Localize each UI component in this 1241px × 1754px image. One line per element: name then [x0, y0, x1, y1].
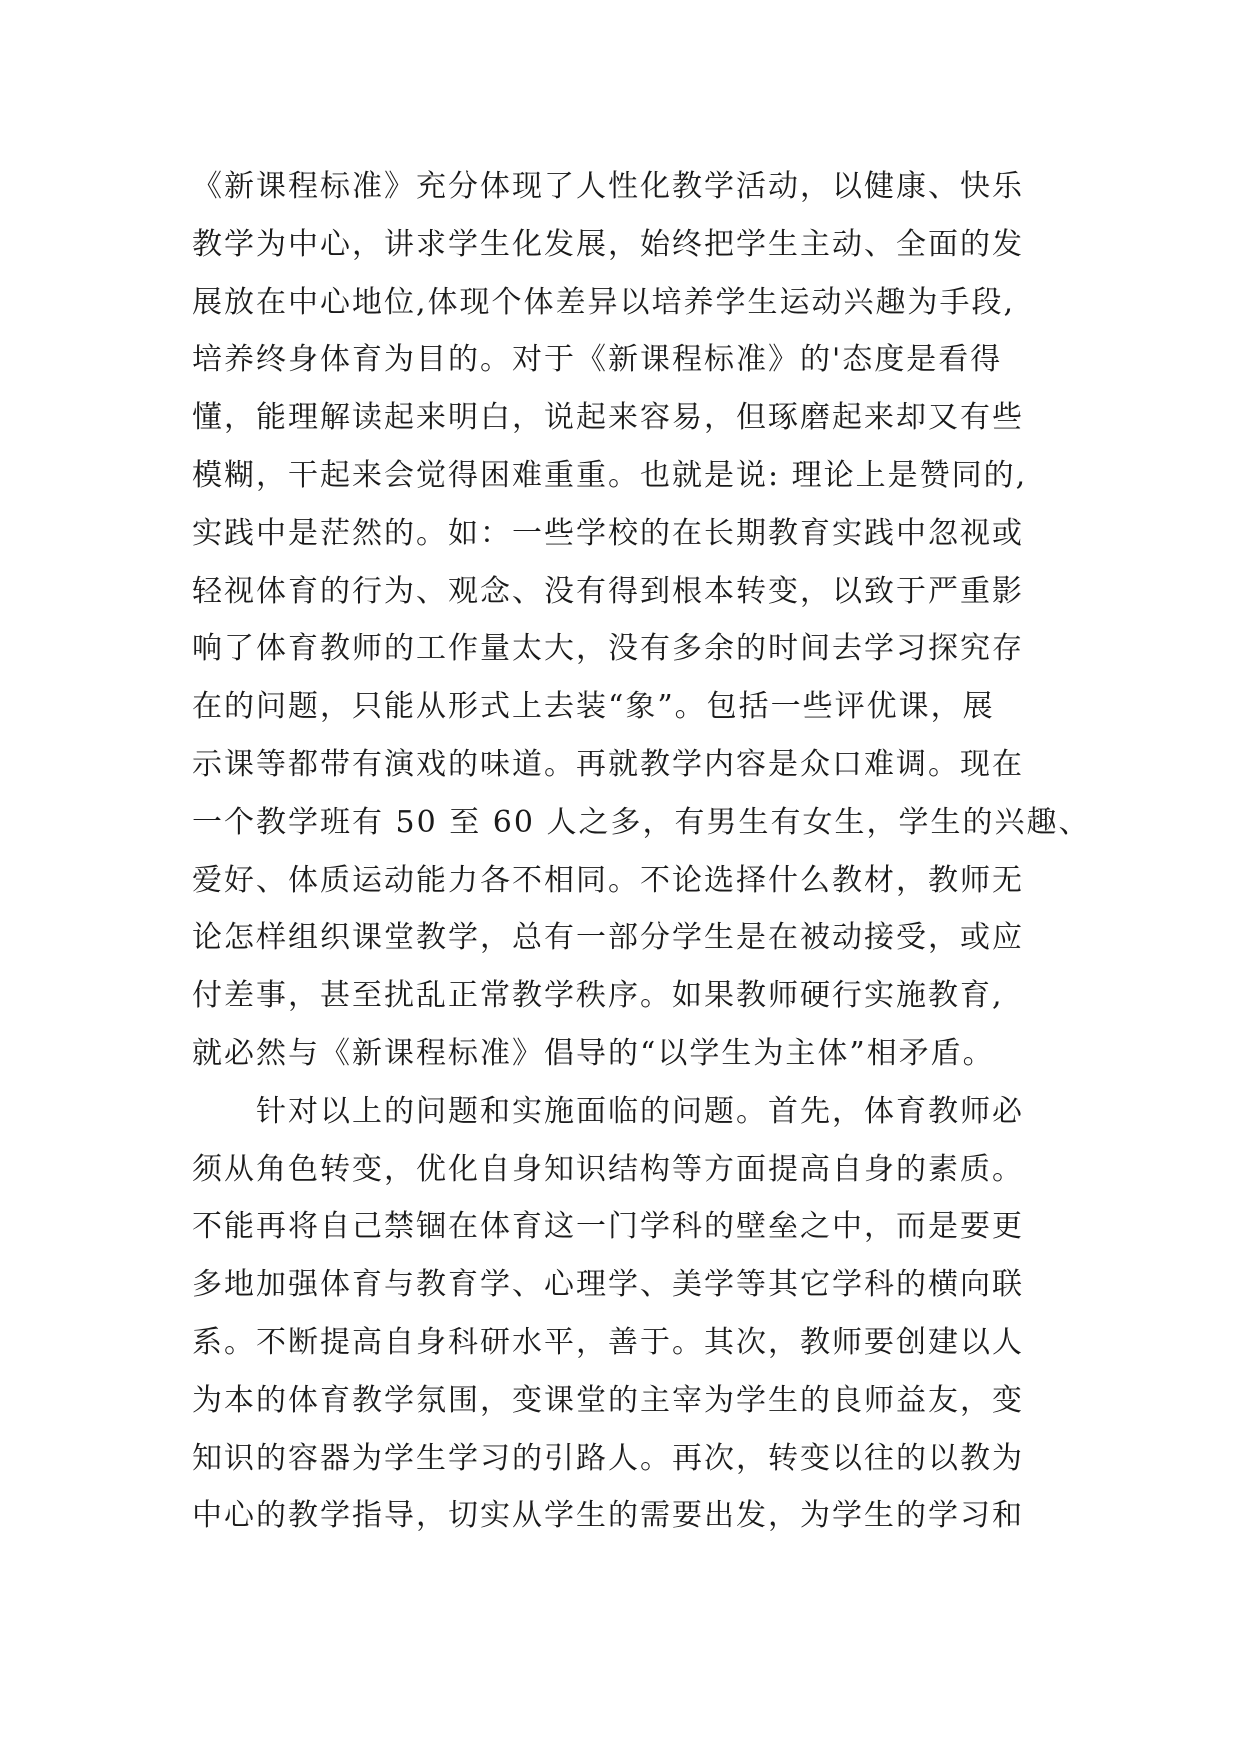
text-line: 模糊，干起来会觉得困难重重。也就是说: 理论上是赞同的, — [192, 457, 1028, 493]
text-line: 响了体育教师的工作量太大，没有多余的时间去学习探究存 — [192, 631, 1024, 667]
text-line: 轻视体育的行为、观念、没有得到根本转变，以致于严重影 — [192, 573, 1024, 609]
text-line: 懂，能理解读起来明白，说起来容易，但琢磨起来却又有些 — [192, 400, 1024, 436]
text-line: 一个教学班有 50 至 60 人之多，有男生有女生，学生的兴趣、 — [192, 804, 1091, 840]
text-line: 展放在中心地位,体现个体差异以培养学生运动兴趣为手段, — [192, 284, 1016, 320]
text-line: 中心的教学指导，切实从学生的需要出发，为学生的学习和 — [192, 1498, 1024, 1534]
text-line: 实践中是茫然的。如：一些学校的在长期教育实践中忽视或 — [192, 515, 1024, 551]
paragraph-start-line: 针对以上的问题和实施面临的问题。首先，体育教师必 — [256, 1093, 1024, 1129]
text-line: 《新课程标准》充分体现了人性化教学活动，以健康、快乐 — [192, 169, 1024, 204]
text-line: 不能再将自己禁锢在体育这一门学科的壁垒之中，而是要更 — [192, 1209, 1024, 1245]
text-line: 须从角色转变，优化自身知识结构等方面提高自身的素质。 — [192, 1151, 1024, 1187]
text-line: 就必然与《新课程标准》倡导的“以学生为主体”相矛盾。 — [192, 1035, 995, 1071]
text-line: 多地加强体育与教育学、心理学、美学等其它学科的横向联 — [192, 1267, 1024, 1303]
text-line: 培养终身体育为目的。对于《新课程标准》的'态度是看得 — [192, 342, 1003, 378]
text-line: 系。不断提高自身科研水平，善于。其次，教师要创建以人 — [192, 1324, 1024, 1360]
text-line: 教学为中心，讲求学生化发展，始终把学生主动、全面的发 — [192, 226, 1024, 262]
text-line: 知识的容器为学生学习的引路人。再次，转变以往的以教为 — [192, 1440, 1024, 1476]
body-text — [192, 158, 1092, 1545]
text-line: 论怎样组织课堂教学，总有一部分学生是在被动接受，或应 — [192, 920, 1024, 956]
text-line: 在的问题，只能从形式上去装“象”。包括一些评优课，展 — [192, 689, 995, 725]
text-line: 为本的体育教学氛围，变课堂的主宰为学生的良师益友，变 — [192, 1382, 1024, 1418]
text-line: 示课等都带有演戏的味道。再就教学内容是众口难调。现在 — [192, 746, 1024, 782]
text-line: 爱好、体质运动能力各不相同。不论选择什么教材，教师无 — [192, 862, 1024, 898]
text-line: 付差事，甚至扰乱正常教学秩序。如果教师硬行实施教育, — [192, 978, 1004, 1014]
